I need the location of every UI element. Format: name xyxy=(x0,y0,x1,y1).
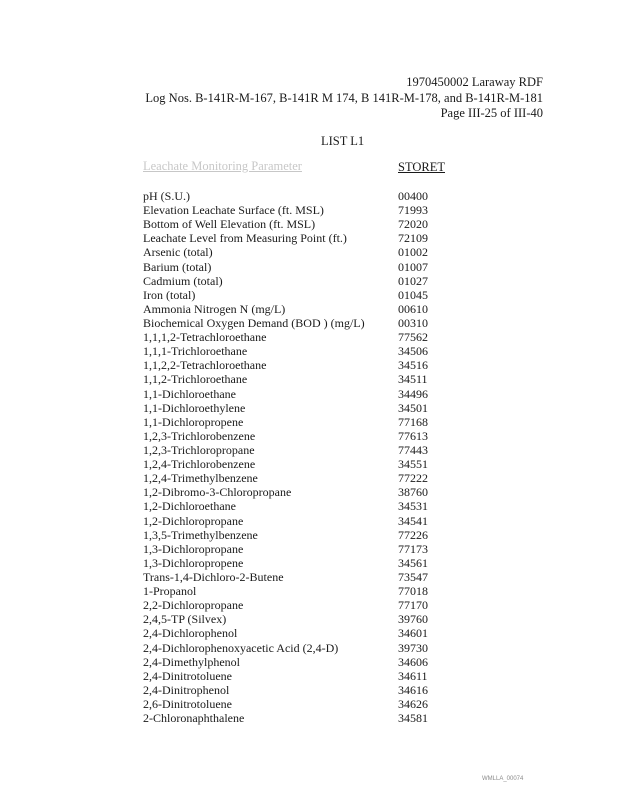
storet-column-header: STORET xyxy=(398,160,445,174)
storet-code: 01007 xyxy=(398,259,428,274)
storet-code: 34601 xyxy=(398,626,428,641)
storet-code: 34561 xyxy=(398,555,428,570)
table-row xyxy=(143,288,473,302)
table-row xyxy=(143,626,473,640)
table-row xyxy=(143,274,473,288)
storet-code: 72109 xyxy=(398,231,428,246)
table-row xyxy=(143,302,473,316)
table-row xyxy=(143,655,473,669)
storet-code: 77168 xyxy=(398,414,428,429)
storet-code: 77170 xyxy=(398,598,428,613)
table-row xyxy=(143,499,473,513)
parameter-name: 2,4-Dimethylphenol xyxy=(143,654,240,669)
parameter-name: 1,3-Dichloropropane xyxy=(143,541,244,556)
parameter-name: Barium (total) xyxy=(143,259,212,274)
table-row xyxy=(143,415,473,429)
parameter-list xyxy=(143,189,473,725)
parameter-name: 1,1,1-Trichloroethane xyxy=(143,344,248,359)
parameter-name: 1,1,2-Trichloroethane xyxy=(143,372,248,387)
storet-code: 34531 xyxy=(398,499,428,514)
table-row xyxy=(143,641,473,655)
storet-code: 71993 xyxy=(398,203,428,218)
parameter-name: 2,4,5-TP (Silvex) xyxy=(143,612,227,627)
storet-code: 77443 xyxy=(398,442,428,457)
facility-id-line: 1970450002 Laraway RDF xyxy=(406,75,543,89)
parameter-name: Arsenic (total) xyxy=(143,245,213,260)
parameter-name: 2,4-Dinitrotoluene xyxy=(143,668,232,683)
storet-code: 34501 xyxy=(398,400,428,415)
parameter-name: Bottom of Well Elevation (ft. MSL) xyxy=(143,217,316,232)
table-row xyxy=(143,457,473,471)
table-row xyxy=(143,189,473,203)
table-row xyxy=(143,387,473,401)
table-row xyxy=(143,485,473,499)
table-row xyxy=(143,471,473,485)
storet-code: 39760 xyxy=(398,612,428,627)
log-numbers-line: Log Nos. B-141R-M-167, B-141R M 174, B 141R-M-178, and B-141R-M-181 xyxy=(145,91,543,105)
storet-code: 34541 xyxy=(398,513,428,528)
table-row xyxy=(143,330,473,344)
table-row xyxy=(143,344,473,358)
storet-code: 34496 xyxy=(398,386,428,401)
table-row xyxy=(143,203,473,217)
parameter-name: 1,1,1,2-Tetrachloroethane xyxy=(143,330,267,345)
storet-code: 01027 xyxy=(398,273,428,288)
storet-code: 73547 xyxy=(398,569,428,584)
storet-code: 77222 xyxy=(398,471,428,486)
table-row xyxy=(143,528,473,542)
storet-code: 77613 xyxy=(398,428,428,443)
storet-code: 77173 xyxy=(398,541,428,556)
table-row xyxy=(143,669,473,683)
table-row xyxy=(143,598,473,612)
storet-code: 77562 xyxy=(398,330,428,345)
table-row xyxy=(143,556,473,570)
parameter-column-header: Leachate Monitoring Parameter xyxy=(143,159,302,173)
storet-code: 39730 xyxy=(398,640,428,655)
table-row xyxy=(143,683,473,697)
storet-code: 01002 xyxy=(398,245,428,260)
storet-code: 77018 xyxy=(398,584,428,599)
list-title: LIST L1 xyxy=(321,134,365,148)
storet-code: 77226 xyxy=(398,527,428,542)
parameter-name: 1,1-Dichloropropene xyxy=(143,414,244,429)
table-row xyxy=(143,570,473,584)
parameter-name: Ammonia Nitrogen N (mg/L) xyxy=(143,301,286,316)
table-row xyxy=(143,443,473,457)
storet-code: 34616 xyxy=(398,682,428,697)
parameter-name: 1,1-Dichloroethylene xyxy=(143,400,246,415)
storet-code: 72020 xyxy=(398,217,428,232)
parameter-name: 1,2,4-Trichlorobenzene xyxy=(143,457,256,472)
parameter-name: Elevation Leachate Surface (ft. MSL) xyxy=(143,203,324,218)
table-row xyxy=(143,429,473,443)
storet-code: 34506 xyxy=(398,344,428,359)
storet-code: 34511 xyxy=(398,372,428,387)
storet-code: 34611 xyxy=(398,668,428,683)
parameter-name: 1,1-Dichloroethane xyxy=(143,386,236,401)
table-row xyxy=(143,260,473,274)
table-row xyxy=(143,584,473,598)
parameter-name: Iron (total) xyxy=(143,287,196,302)
parameter-name: 1,2,4-Trimethylbenzene xyxy=(143,471,258,486)
parameter-name: 1-Propanol xyxy=(143,584,197,599)
page-number-line: Page III-25 of III-40 xyxy=(440,106,543,120)
table-row xyxy=(143,231,473,245)
parameter-name: 1,1,2,2-Tetrachloroethane xyxy=(143,358,267,373)
storet-code: 00310 xyxy=(398,315,428,330)
table-row xyxy=(143,612,473,626)
parameter-name: 1,2,3-Trichlorobenzene xyxy=(143,428,256,443)
parameter-name: Cadmium (total) xyxy=(143,273,223,288)
table-row xyxy=(143,697,473,711)
parameter-name: 1,3,5-Trimethylbenzene xyxy=(143,527,258,542)
storet-code: 34626 xyxy=(398,696,428,711)
parameter-name: 2,4-Dinitrophenol xyxy=(143,682,230,697)
parameter-name: Trans-1,4-Dichloro-2-Butene xyxy=(143,569,284,584)
storet-code: 34551 xyxy=(398,457,428,472)
parameter-name: pH (S.U.) xyxy=(143,189,190,203)
parameter-name: 1,2-Dichloropropane xyxy=(143,513,244,528)
storet-code: 34581 xyxy=(398,711,428,726)
parameter-name: 2,4-Dichlorophenoxyacetic Acid (2,4-D) xyxy=(143,640,339,655)
parameter-name: 1,2,3-Trichloropropane xyxy=(143,442,255,457)
table-row xyxy=(143,217,473,231)
storet-code: 34516 xyxy=(398,358,428,373)
table-row xyxy=(143,542,473,556)
storet-code: 34606 xyxy=(398,654,428,669)
storet-code: 38760 xyxy=(398,485,428,500)
parameter-name: 1,3-Dichloropropene xyxy=(143,555,244,570)
table-row xyxy=(143,372,473,386)
storet-code: 00610 xyxy=(398,301,428,316)
parameter-name: 2,2-Dichloropropane xyxy=(143,598,244,613)
storet-code: 00400 xyxy=(398,189,428,203)
table-row xyxy=(143,514,473,528)
table-row xyxy=(143,358,473,372)
bates-stamp: WMLLA_00074 xyxy=(482,776,524,782)
parameter-name: 1,2-Dichloroethane xyxy=(143,499,236,514)
parameter-name: Leachate Level from Measuring Point (ft.) xyxy=(143,231,347,246)
table-row xyxy=(143,401,473,415)
storet-code: 01045 xyxy=(398,287,428,302)
table-row xyxy=(143,316,473,330)
parameter-name: 2-Chloronaphthalene xyxy=(143,711,245,726)
table-row xyxy=(143,711,473,725)
parameter-name: 2,6-Dinitrotoluene xyxy=(143,696,232,711)
table-row xyxy=(143,245,473,259)
parameter-name: Biochemical Oxygen Demand (BOD ) (mg/L) xyxy=(143,315,365,330)
parameter-name: 1,2-Dibromo-3-Chloropropane xyxy=(143,485,292,500)
parameter-name: 2,4-Dichlorophenol xyxy=(143,626,238,641)
